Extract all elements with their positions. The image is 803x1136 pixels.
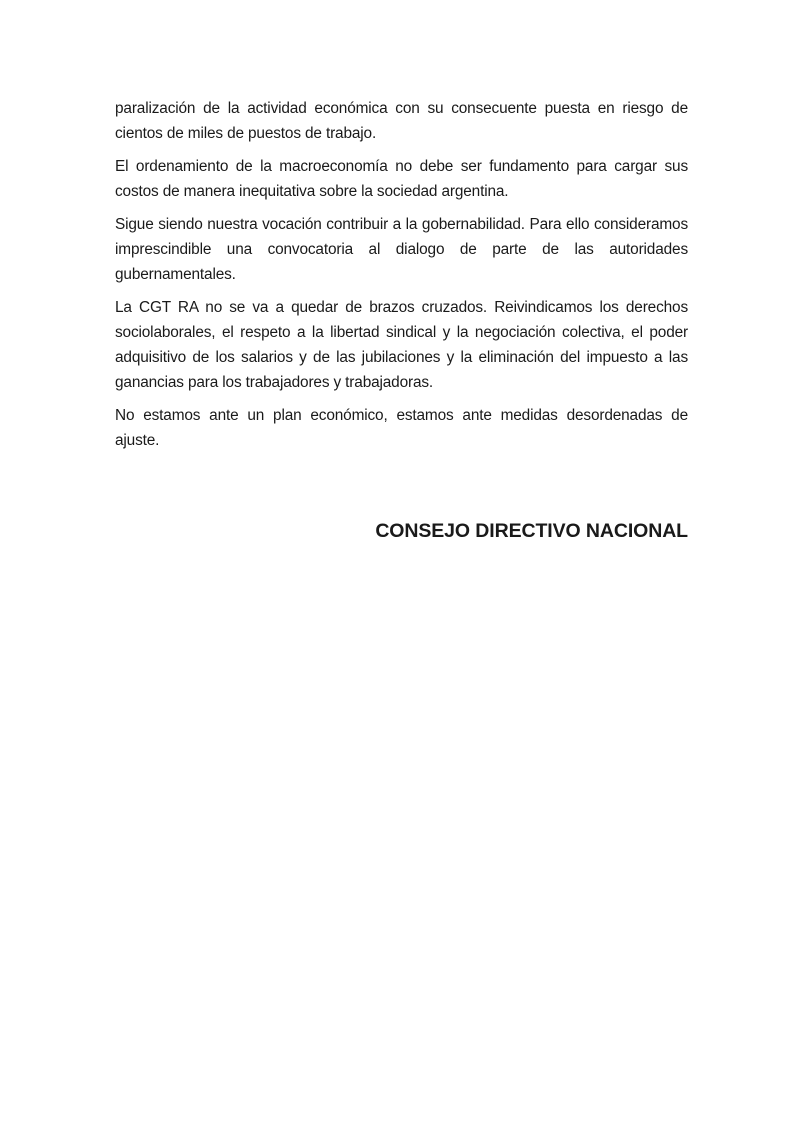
document-body bbox=[115, 96, 688, 461]
paragraph-economic-paralysis: paralización de la actividad económica con su consecuente puesta en riesgo de cientos de miles de puestos de trabajo. bbox=[115, 100, 688, 142]
paragraph-macroeconomy: El ordenamiento de la macroeconomía no debe ser fundamento para cargar sus costos de manera inequitativa sobre la sociedad argentina. bbox=[115, 158, 688, 200]
paragraph-adjustment-measures: No estamos ante un plan económico, estamos ante medidas desordenadas de ajuste. bbox=[115, 407, 688, 449]
signature: CONSEJO DIRECTIVO NACIONAL bbox=[375, 520, 688, 542]
paragraph-cgt-demands: La CGT RA no se va a quedar de brazos cruzados. Reivindicamos los derechos sociolaborales, el respeto a la libertad sindical y la negociación colectiva, el poder adquisitivo de los salarios y de las jubilaciones y la eliminación del impuesto a las ganancias para los trabajadores y trabajadoras. bbox=[115, 299, 688, 391]
paragraph-governability: Sigue siendo nuestra vocación contribuir a la gobernabilidad. Para ello consideramos imprescindible una convocatoria al dialogo de parte de las autoridades gubernamentales. bbox=[115, 216, 688, 283]
